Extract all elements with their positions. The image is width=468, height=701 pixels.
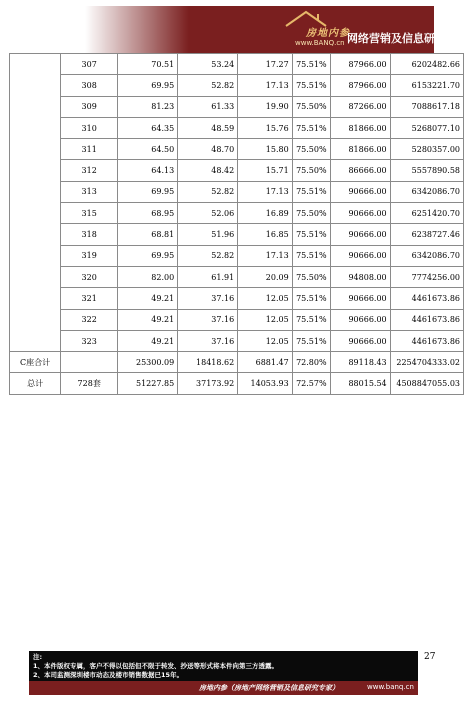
value-cell: 12.05 [238,288,293,309]
table-row [10,203,464,224]
footer-notes [29,651,418,695]
value-cell: 81866.00 [330,117,390,138]
value-cell: 4461673.86 [390,288,463,309]
table-row [10,309,464,330]
subtotal-value: 18418.62 [178,352,238,373]
value-cell: 16.89 [238,203,293,224]
total-label: 总计 [10,373,61,394]
value-cell: 75.51% [292,309,330,330]
footer-brand-bar [29,681,418,695]
value-cell: 64.13 [118,160,178,181]
banner-fade [29,6,189,53]
value-cell: 7774256.00 [390,266,463,287]
value-cell: 6251420.70 [390,203,463,224]
value-cell: 12.05 [238,330,293,351]
subtotal-unit [61,352,118,373]
total-value: 4508847055.03 [390,373,463,394]
value-cell: 75.50% [292,139,330,160]
value-cell: 52.82 [178,181,238,202]
value-cell: 61.33 [178,96,238,117]
value-cell: 5557890.58 [390,160,463,181]
value-cell: 90666.00 [330,181,390,202]
value-cell: 17.27 [238,54,293,75]
table-row [10,181,464,202]
total-row [10,373,464,394]
value-cell: 53.24 [178,54,238,75]
value-cell: 86666.00 [330,160,390,181]
logo-text: 房地内参 [306,28,350,39]
value-cell: 5280357.00 [390,139,463,160]
unit-cell: 321 [61,288,118,309]
unit-cell: 309 [61,96,118,117]
value-cell: 90666.00 [330,330,390,351]
value-cell: 6202482.66 [390,54,463,75]
value-cell: 90666.00 [330,203,390,224]
unit-cell: 311 [61,139,118,160]
value-cell: 6153221.70 [390,75,463,96]
value-cell: 12.05 [238,309,293,330]
group-cell [10,54,61,352]
table-row [10,139,464,160]
logo-url: www.BANQ.cn [295,39,345,47]
subtotal-value: 6881.47 [238,352,293,373]
sales-table [9,53,464,395]
table-row [10,96,464,117]
note-2: 2、本司监测深圳楼市动态及楼市销售数据已15年。 [33,671,184,679]
value-cell: 37.16 [178,288,238,309]
value-cell: 75.50% [292,266,330,287]
unit-cell: 318 [61,224,118,245]
value-cell: 64.50 [118,139,178,160]
value-cell: 75.51% [292,330,330,351]
value-cell: 75.51% [292,75,330,96]
value-cell: 75.50% [292,96,330,117]
total-value: 72.57% [292,373,330,394]
unit-cell: 310 [61,117,118,138]
value-cell: 90666.00 [330,309,390,330]
value-cell: 69.95 [118,181,178,202]
value-cell: 17.13 [238,75,293,96]
subtotal-row [10,352,464,373]
total-value: 51227.85 [118,373,178,394]
value-cell: 49.21 [118,330,178,351]
value-cell: 4461673.86 [390,309,463,330]
footer-url: www.banq.cn [367,683,414,691]
value-cell: 64.35 [118,117,178,138]
unit-cell: 315 [61,203,118,224]
unit-cell: 308 [61,75,118,96]
value-cell: 75.51% [292,117,330,138]
value-cell: 90666.00 [330,288,390,309]
value-cell: 87966.00 [330,54,390,75]
table-row [10,288,464,309]
value-cell: 4461673.86 [390,330,463,351]
unit-cell: 322 [61,309,118,330]
value-cell: 68.95 [118,203,178,224]
subtotal-value: 89118.43 [330,352,390,373]
total-value: 88015.54 [330,373,390,394]
value-cell: 15.76 [238,117,293,138]
value-cell: 81866.00 [330,139,390,160]
value-cell: 6342086.70 [390,181,463,202]
total-unit: 728套 [61,373,118,394]
table-row [10,266,464,287]
total-value: 14053.93 [238,373,293,394]
value-cell: 90666.00 [330,245,390,266]
value-cell: 6342086.70 [390,245,463,266]
value-cell: 5268077.10 [390,117,463,138]
value-cell: 75.51% [292,245,330,266]
value-cell: 16.85 [238,224,293,245]
value-cell: 48.59 [178,117,238,138]
page-number: 27 [424,652,436,662]
value-cell: 70.51 [118,54,178,75]
value-cell: 6238727.46 [390,224,463,245]
value-cell: 75.50% [292,160,330,181]
value-cell: 17.13 [238,181,293,202]
value-cell: 20.09 [238,266,293,287]
header-tagline: 网络营销及信息研究专家 [347,32,468,45]
value-cell: 75.51% [292,54,330,75]
value-cell: 51.96 [178,224,238,245]
notes-text [33,653,278,680]
unit-cell: 323 [61,330,118,351]
value-cell: 87966.00 [330,75,390,96]
value-cell: 17.13 [238,245,293,266]
subtotal-value: 72.80% [292,352,330,373]
value-cell: 37.16 [178,309,238,330]
note-1: 1、本件版权专属，客户不得以包括但不限于转发、抄送等形式将本件向第三方透露。 [33,662,279,670]
value-cell: 75.51% [292,224,330,245]
unit-cell: 312 [61,160,118,181]
value-cell: 52.82 [178,75,238,96]
subtotal-value: 25300.09 [118,352,178,373]
value-cell: 81.23 [118,96,178,117]
value-cell: 48.70 [178,139,238,160]
value-cell: 75.51% [292,288,330,309]
value-cell: 7088617.18 [390,96,463,117]
table-row [10,245,464,266]
value-cell: 37.16 [178,330,238,351]
value-cell: 49.21 [118,309,178,330]
table-body [10,54,464,395]
value-cell: 94808.00 [330,266,390,287]
value-cell: 82.00 [118,266,178,287]
table-row [10,75,464,96]
value-cell: 69.95 [118,245,178,266]
value-cell: 61.91 [178,266,238,287]
value-cell: 68.81 [118,224,178,245]
value-cell: 52.82 [178,245,238,266]
footer-brand: 房地内参（房地产网络营销及信息研究专家） [199,683,339,692]
value-cell: 87266.00 [330,96,390,117]
value-cell: 15.71 [238,160,293,181]
unit-cell: 319 [61,245,118,266]
value-cell: 19.90 [238,96,293,117]
unit-cell: 313 [61,181,118,202]
table-row [10,160,464,181]
value-cell: 90666.00 [330,224,390,245]
table-row [10,330,464,351]
note-title: 注: [33,653,43,661]
value-cell: 75.51% [292,181,330,202]
value-cell: 75.50% [292,203,330,224]
value-cell: 48.42 [178,160,238,181]
subtotal-label: C座合计 [10,352,61,373]
table-row [10,54,464,75]
value-cell: 52.06 [178,203,238,224]
table-row [10,224,464,245]
subtotal-value: 2254704333.02 [390,352,463,373]
value-cell: 15.80 [238,139,293,160]
value-cell: 49.21 [118,288,178,309]
header-banner [29,6,468,53]
unit-cell: 307 [61,54,118,75]
value-cell: 69.95 [118,75,178,96]
total-value: 37173.92 [178,373,238,394]
table-row [10,117,464,138]
unit-cell: 320 [61,266,118,287]
